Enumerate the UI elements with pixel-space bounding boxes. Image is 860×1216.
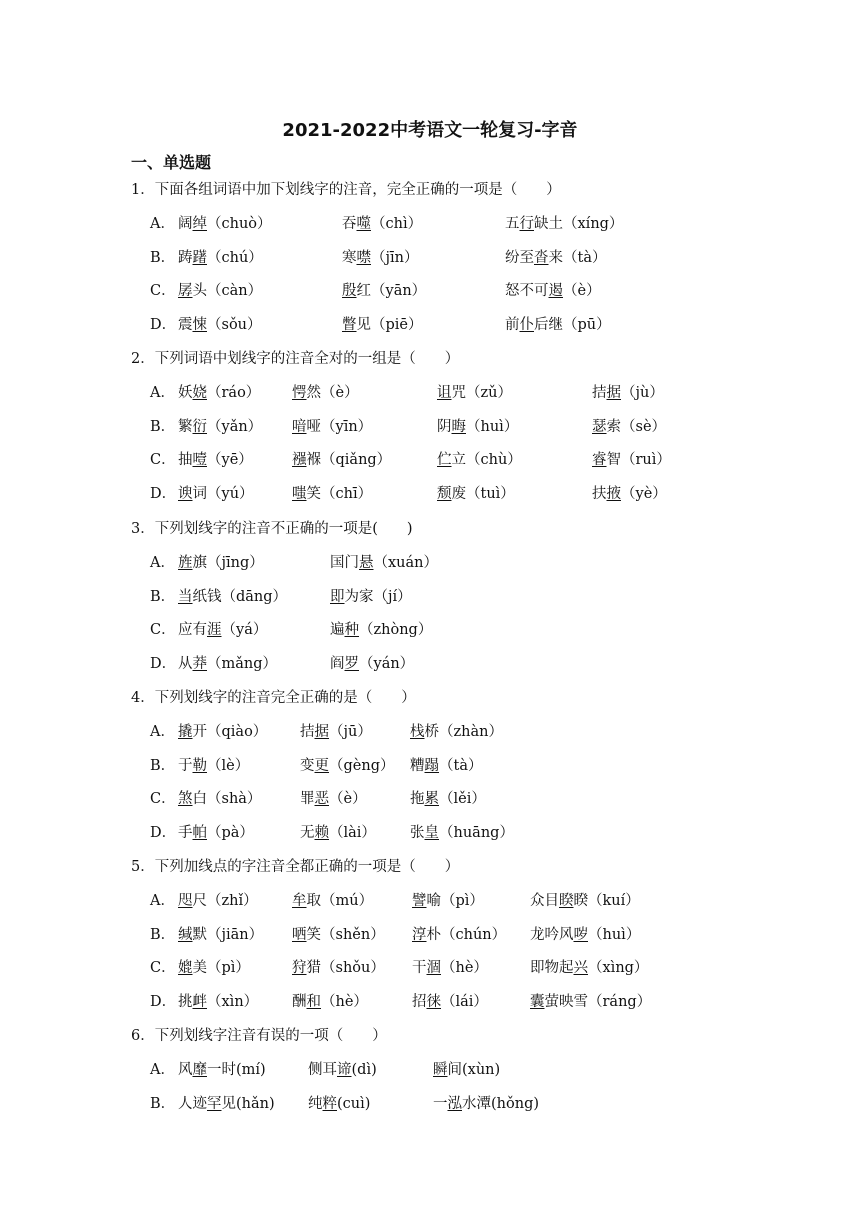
option-word: 煞白（shà）	[178, 791, 262, 808]
underlined-char: 沓	[534, 249, 549, 266]
option-word: 抽噎（yē）	[178, 452, 253, 469]
option-word: 颓废（tuì）	[437, 486, 515, 503]
option-word: 拮据（jù）	[592, 384, 664, 401]
underlined-char: 兴	[573, 960, 588, 977]
underlined-char: 莽	[192, 656, 207, 673]
option-word: 无赖（lài）	[300, 825, 376, 842]
option-word: 诅咒（zǔ）	[437, 384, 512, 401]
option-letter: A．	[150, 1061, 175, 1078]
underlined-char: 当	[178, 588, 193, 605]
option-word: 踌躇（chú）	[178, 249, 263, 266]
option-word: 当纸钱（dāng）	[178, 588, 288, 605]
option-letter: D．	[150, 486, 177, 503]
underlined-char: 靡	[192, 1061, 207, 1078]
underlined-char: 噬	[356, 215, 371, 232]
option-letter: A．	[150, 892, 175, 909]
option-word: 五行缺土（xíng）	[505, 215, 624, 232]
option-word: 变更（gèng）	[300, 757, 395, 774]
underlined-char: 遏	[548, 283, 563, 300]
underlined-char: 噤	[356, 249, 371, 266]
underlined-char: 粹	[322, 1095, 337, 1112]
option-word: 孱头（càn）	[178, 283, 263, 300]
underlined-char: 据	[314, 723, 329, 740]
underlined-char: 旌	[178, 554, 193, 571]
option-word: 一泓水潭(hǒng)	[433, 1095, 540, 1112]
section-heading: 一、单选题	[131, 153, 212, 172]
option-word: 纯粹(cuì)	[308, 1095, 371, 1112]
underlined-char: 娆	[192, 384, 207, 401]
option-word: 干涸（hè）	[412, 960, 488, 977]
underlined-char: 哂	[292, 926, 307, 943]
underlined-char: 蹋	[424, 757, 439, 774]
option-letter: C．	[150, 452, 176, 469]
option-word: 譬喻（pì）	[412, 892, 484, 909]
option-word: 寒噤（jīn）	[342, 249, 419, 266]
option-word: 旌旗（jīng）	[178, 554, 264, 571]
option-letter: A．	[150, 215, 175, 232]
underlined-char: 种	[344, 622, 359, 639]
underlined-char: 谀	[178, 486, 193, 503]
underlined-char: 徕	[426, 994, 441, 1011]
underlined-char: 勒	[192, 757, 207, 774]
underlined-char: 媲	[178, 960, 193, 977]
underlined-char: 瞥	[342, 317, 357, 334]
underlined-char: 躇	[192, 249, 207, 266]
option-word: 睿智（ruì）	[592, 452, 671, 469]
option-letter: B．	[150, 1095, 176, 1112]
option-word: 于勒（lè）	[178, 757, 250, 774]
underlined-char: 帕	[192, 825, 207, 842]
option-word: 喑哑（yīn）	[292, 418, 373, 435]
underlined-char: 颓	[437, 486, 452, 503]
underlined-char: 悚	[192, 317, 207, 334]
option-word: 即为家（jí）	[330, 588, 412, 605]
option-letter: D．	[150, 656, 177, 673]
option-word: 囊萤映雪（ráng）	[530, 994, 652, 1011]
underlined-char: 噎	[192, 452, 207, 469]
option-word: 瑟索（sè）	[592, 418, 667, 435]
option-word: 淳朴（chún）	[412, 926, 507, 943]
underlined-char: 衍	[192, 418, 207, 435]
option-word: 怒不可遏（è）	[505, 283, 601, 300]
underlined-char: 襁	[292, 452, 307, 469]
underlined-char: 罗	[344, 656, 359, 673]
underlined-char: 囊	[530, 994, 545, 1011]
underlined-char: 行	[519, 215, 534, 232]
option-word: 缄默（jiān）	[178, 926, 264, 943]
option-word: 咫尺（zhǐ）	[178, 892, 258, 909]
underlined-char: 牟	[292, 892, 307, 909]
underlined-char: 谛	[337, 1061, 352, 1078]
option-word: 众目睽睽（kuí）	[530, 892, 640, 909]
option-word: 酬和（hè）	[292, 994, 368, 1011]
underlined-char: 掖	[606, 486, 621, 503]
question-stem: 2．下列词语中划线字的注音全对的一组是（ ）	[131, 351, 460, 367]
option-word: 牟取（mú）	[292, 892, 374, 909]
underlined-char: 愕	[292, 384, 307, 401]
option-letter: A．	[150, 554, 175, 571]
page-title: 2021-2022中考语文一轮复习-字音	[282, 120, 578, 141]
option-word: 即物起兴（xìng）	[530, 960, 649, 977]
underlined-char: 狩	[292, 960, 307, 977]
option-word: 侧耳谛(dì)	[308, 1061, 377, 1078]
option-word: 糟蹋（tà）	[410, 757, 483, 774]
underlined-char: 涯	[207, 622, 222, 639]
underlined-char: 嗤	[292, 486, 307, 503]
underlined-char: 煞	[178, 791, 193, 808]
option-word: 瞥见（piē）	[342, 317, 423, 334]
option-word: 手帕（pà）	[178, 825, 254, 842]
underlined-char: 涸	[426, 960, 441, 977]
underlined-char: 累	[424, 791, 439, 808]
option-word: 媲美（pì）	[178, 960, 250, 977]
question-stem: 1．下面各组词语中加下划线字的注音，完全正确的一项是（ ）	[131, 182, 561, 198]
underlined-char: 殷	[342, 283, 357, 300]
option-word: 纷至沓来（tà）	[505, 249, 607, 266]
option-word: 撬开（qiào）	[178, 723, 268, 740]
option-word: 招徕（lái）	[412, 994, 488, 1011]
underlined-char: 栈	[410, 723, 425, 740]
option-word: 狩猎（shǒu）	[292, 960, 385, 977]
underlined-char: 据	[606, 384, 621, 401]
option-word: 栈桥（zhàn）	[410, 723, 503, 740]
option-word: 嗤笑（chī）	[292, 486, 373, 503]
question-stem: 4．下列划线字的注音完全正确的是（ ）	[131, 690, 416, 706]
option-word: 阴晦（huì）	[437, 418, 519, 435]
underlined-char: 撬	[178, 723, 193, 740]
underlined-char: 即	[330, 588, 345, 605]
option-word: 张皇（huāng）	[410, 825, 514, 842]
option-word: 哂笑（shěn）	[292, 926, 385, 943]
question-stem: 6．下列划线字注音有误的一项（ ）	[131, 1028, 387, 1044]
underlined-char: 和	[306, 994, 321, 1011]
option-word: 愕然（è）	[292, 384, 359, 401]
question-stem: 3．下列划线字的注音不正确的一项是( )	[131, 521, 413, 537]
option-word: 繁衍（yǎn）	[178, 418, 263, 435]
underlined-char: 伫	[437, 452, 452, 469]
underlined-char: 诅	[437, 384, 452, 401]
option-word: 风靡一时(mí)	[178, 1061, 266, 1078]
underlined-char: 瑟	[592, 418, 607, 435]
underlined-char: 缄	[178, 926, 193, 943]
option-word: 伫立（chù）	[437, 452, 522, 469]
option-letter: A．	[150, 384, 175, 401]
underlined-char: 仆	[519, 317, 534, 334]
option-letter: C．	[150, 283, 176, 300]
underlined-char: 泓	[447, 1095, 462, 1112]
option-letter: D．	[150, 825, 177, 842]
underlined-char: 瞬	[433, 1061, 448, 1078]
option-letter: B．	[150, 588, 176, 605]
option-word: 从莽（mǎng）	[178, 656, 278, 673]
option-word: 吞噬（chì）	[342, 215, 423, 232]
option-word: 瞬间(xùn)	[433, 1061, 501, 1078]
underlined-char: 赖	[314, 825, 329, 842]
underlined-char: 哕	[573, 926, 588, 943]
option-letter: D．	[150, 994, 177, 1011]
underlined-char: 更	[314, 757, 329, 774]
underlined-char: 皇	[424, 825, 439, 842]
option-word: 龙吟风哕（huì）	[530, 926, 641, 943]
underlined-char: 悬	[359, 554, 374, 571]
option-word: 谀词（yú）	[178, 486, 254, 503]
underlined-char: 衅	[192, 994, 207, 1011]
option-letter: C．	[150, 622, 176, 639]
option-word: 拖累（lěi）	[410, 791, 486, 808]
option-word: 襁褓（qiǎng）	[292, 452, 392, 469]
option-word: 前仆后继（pū）	[505, 317, 611, 334]
underlined-char: 孱	[178, 283, 193, 300]
option-letter: D．	[150, 317, 177, 334]
option-word: 遍种（zhòng）	[330, 622, 433, 639]
option-word: 人迹罕见(hǎn)	[178, 1095, 275, 1112]
option-letter: B．	[150, 418, 176, 435]
underlined-char: 睿	[592, 452, 607, 469]
option-letter: C．	[150, 960, 176, 977]
option-word: 扶掖（yè）	[592, 486, 667, 503]
option-letter: A．	[150, 723, 175, 740]
underlined-char: 咫	[178, 892, 193, 909]
option-letter: B．	[150, 926, 176, 943]
underlined-char: 喑	[292, 418, 307, 435]
option-word: 国门悬（xuán）	[330, 554, 438, 571]
option-word: 阎罗（yán）	[330, 656, 415, 673]
underlined-char: 譬	[412, 892, 427, 909]
underlined-char: 绰	[192, 215, 207, 232]
option-word: 震悚（sǒu）	[178, 317, 262, 334]
question-stem: 5．下列加线点的字注音全都正确的一项是（ ）	[131, 859, 460, 875]
option-word: 拮据（jū）	[300, 723, 372, 740]
option-word: 阔绰（chuò）	[178, 215, 272, 232]
option-word: 殷红（yān）	[342, 283, 427, 300]
underlined-char: 淳	[412, 926, 427, 943]
option-word: 妖娆（ráo）	[178, 384, 261, 401]
option-letter: B．	[150, 249, 176, 266]
underlined-char: 晦	[451, 418, 466, 435]
option-word: 罪恶（è）	[300, 791, 367, 808]
option-word: 应有涯（yá）	[178, 622, 268, 639]
underlined-char: 睽	[559, 892, 574, 909]
underlined-char: 恶	[314, 791, 329, 808]
option-word: 挑衅（xìn）	[178, 994, 259, 1011]
option-letter: B．	[150, 757, 176, 774]
option-letter: C．	[150, 791, 176, 808]
underlined-char: 罕	[207, 1095, 222, 1112]
